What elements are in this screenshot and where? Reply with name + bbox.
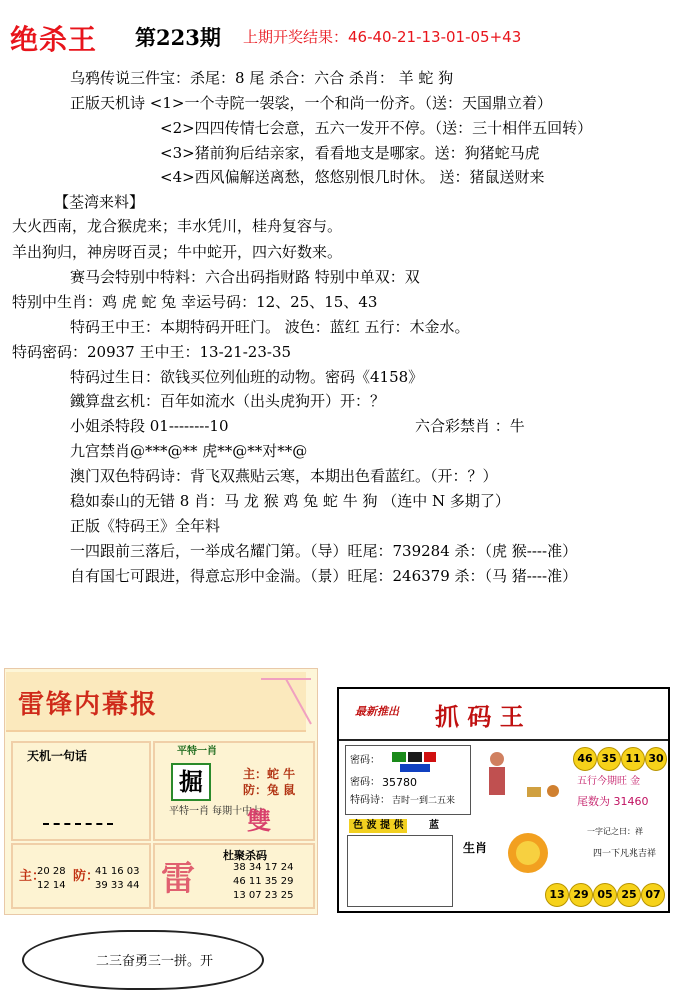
issue-number: 第223期 [135, 25, 221, 50]
line-poem-3: <3>猪前狗后结亲家，看看地支是哪家。送：狗猪蛇马虎 [160, 144, 540, 162]
bottom-ball-5: 07 [641, 883, 665, 907]
kill-title: 杜聚杀码 [223, 849, 267, 862]
bose-value: 蓝 [429, 820, 439, 831]
colored-logo-icon [390, 750, 440, 776]
yizi-label: 一字记之曰：祥 [587, 827, 643, 836]
top-ball-2: 35 [597, 747, 621, 771]
line-banned-zodiac: 六合彩禁肖 ：牛 [415, 417, 525, 435]
top-ball-4: 30 [645, 747, 667, 771]
line-verse-2: 羊出狗归，神房呀百灵；牛中蛇开，四六好数来。 [12, 243, 343, 261]
line-three-treasures: 乌鸦传说三件宝：杀尾：8 尾 杀合：六合 杀肖： 羊 蛇 狗 [70, 69, 454, 87]
zhu-numbers: 20 28 12 14 [37, 866, 66, 891]
ribbon-icon [256, 674, 316, 734]
line-poem-4: <4>西风偏解送离愁，悠悠别恨几时休。 送：猪鼠送财来 [160, 168, 545, 186]
verse-grid [347, 835, 453, 907]
lion-illustration-icon [493, 823, 563, 883]
right-poster [337, 687, 670, 913]
line-tail-1: 一四跟前三落后，一举成名耀门第。（导）旺尾：739284 杀：（虎 猴----准） [70, 542, 578, 560]
password-label: 密码： [350, 755, 380, 766]
left-poster-header [6, 672, 306, 732]
figure-illustration-icon [477, 747, 567, 811]
line-macau-poem: 澳门双色特码诗：背飞双燕贴云寒，本期出色看蓝红。（开：？） [70, 467, 498, 485]
line-zodiac: 特别中生肖：鸡 虎 蛇 兔 幸运号码：12、25、15、43 [12, 293, 378, 311]
top-ball-1: 46 [573, 747, 597, 771]
weishu: 尾数为 31460 [577, 795, 649, 808]
line-king: 特码王中王：本期特码开旺门。 波色：蓝红 五行：木金水。 [70, 318, 470, 336]
left-poster-title: 雷锋内幕报 [18, 690, 159, 720]
yizi-line: 四一下凡兆吉祥 [593, 849, 657, 859]
new-label: 最新推出 [355, 705, 399, 718]
section-heading: 【荃湾来料】 [54, 193, 145, 211]
bottom-ball-3: 05 [593, 883, 617, 907]
zodiac-subhead: 平特一肖 [177, 746, 217, 757]
tianji-blank [43, 823, 113, 825]
double-char: 雙 [247, 806, 271, 835]
line-password: 特码密码：20937 王中王：13-21-23-35 [12, 343, 292, 361]
number-panel [11, 843, 151, 909]
line-tail-2: 自有国七可跟进，得意忘形中金湍。（景）旺尾：246379 杀：（马 猪----准） [70, 567, 578, 585]
bottom-ball-1: 13 [545, 883, 569, 907]
right-poster-title: 抓 码 王 [435, 702, 524, 731]
left-poster [4, 668, 318, 915]
line-poem-1: 正版天机诗 <1>一个寺院一袈裟，一个和尚一份齐。（送：天国鼎立着） [70, 94, 552, 112]
line-eight-zodiac: 稳如泰山的无错 8 肖：马 龙 猴 鸡 兔 蛇 牛 狗 （连中 N 多期了） [70, 492, 510, 510]
fang-label: 防： [73, 869, 100, 884]
line-miss-kill: 小姐杀特段 01--------10 [70, 417, 229, 435]
cloud-text: 二三奋勇三一拼。开 [96, 954, 214, 969]
last-result: 上期开奖结果：46-40-21-13-01-05+43 [243, 28, 522, 46]
shengxiao-label: 生肖 [463, 841, 488, 855]
main-zhu: 主：蛇 牛 [243, 767, 296, 781]
cloud-bubble [22, 930, 264, 990]
password-box [345, 745, 471, 815]
seal-char: 雷 [161, 859, 195, 899]
line-nine-palace: 九宫禁肖@***@** 虎**@**对**@ [70, 442, 308, 460]
line-annual: 正版《特码王》全年料 [70, 517, 221, 535]
tianji-panel [11, 741, 151, 841]
zhu-label: 主： [19, 869, 46, 884]
main-fang: 防：兔 鼠 [243, 783, 296, 797]
tianji-heading: 天机一句话 [27, 749, 88, 763]
line-racecourse: 赛马会特别中特料：六合出码指财路 特别中单双：双 [70, 268, 420, 286]
fang-numbers: 41 16 03 39 33 44 [95, 866, 140, 891]
password-label-2: 密码： [350, 777, 380, 788]
tema-value: 吉时一到二五来 [392, 796, 456, 806]
kill-numbers: 38 34 17 24 46 11 35 29 13 07 23 25 [233, 862, 294, 901]
password-value: 35780 [382, 776, 417, 789]
key-char-box: 掘 [171, 763, 211, 801]
line-poem-2: <2>四四传情七会意，五六一发开不停。（送：三十相伴五回转） [160, 119, 593, 137]
small-head: 平特一肖 每期十中七 [169, 806, 263, 817]
line-abacus: 鐵算盘玄机：百年如流水（出头虎狗开）开：？ [70, 392, 386, 410]
bottom-ball-2: 29 [569, 883, 593, 907]
tema-label: 特码诗： [350, 795, 390, 806]
zodiac-panel [153, 741, 315, 841]
page-title: 绝杀王 [10, 23, 98, 56]
top-ball-3: 11 [621, 747, 645, 771]
bose-label: 色 波 提 供 [349, 819, 407, 833]
bottom-ball-4: 25 [617, 883, 641, 907]
line-birthday: 特码过生日：欲钱买位列仙班的动物。密码《4158》 [70, 368, 424, 386]
right-poster-header [339, 689, 668, 741]
wuxing: 五行今期旺 金 [577, 776, 641, 787]
kill-panel [153, 843, 315, 909]
line-verse-1: 大火西南，龙合猴虎来；丰水凭川，桂舟复容与。 [12, 217, 343, 235]
